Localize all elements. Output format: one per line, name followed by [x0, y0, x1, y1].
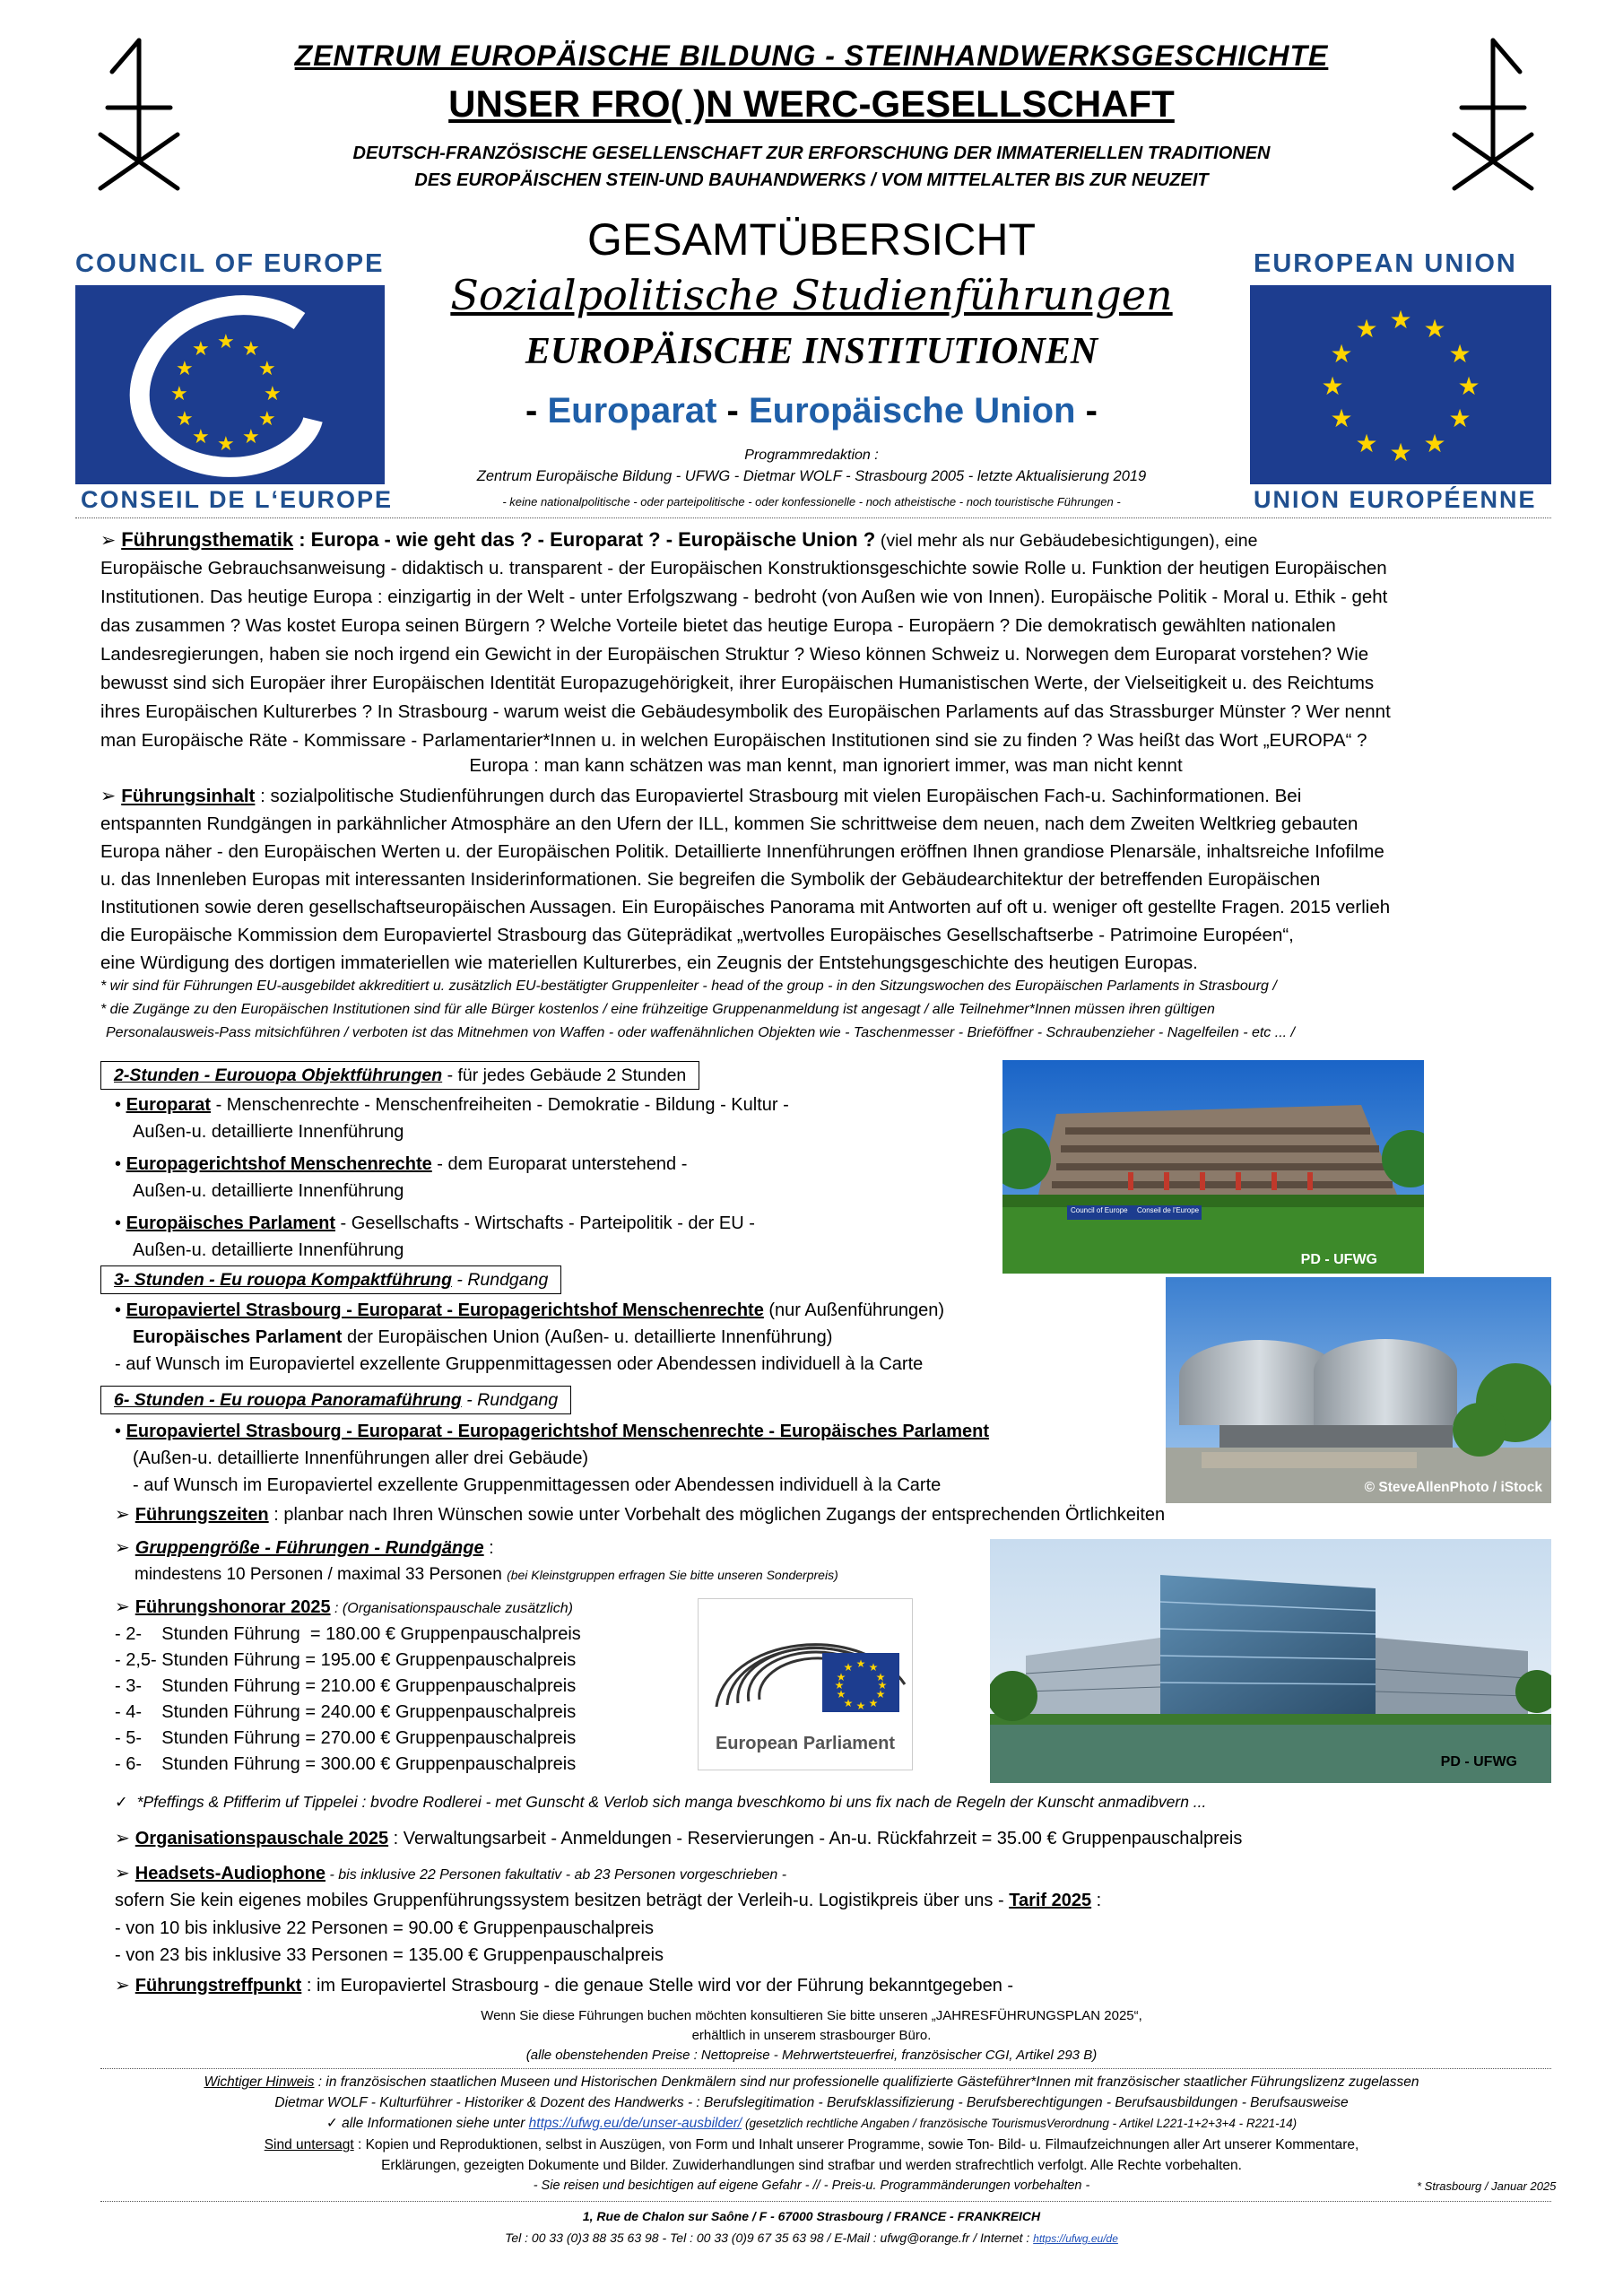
svg-text:★: ★: [1423, 429, 1446, 458]
gruppe-line: [115, 1535, 494, 1561]
svg-text:★: ★: [192, 338, 210, 361]
svg-text:★: ★: [176, 358, 194, 380]
honorar-note: : (Organisationspauschale zusätzlich): [330, 1601, 573, 1616]
svg-text:★: ★: [242, 338, 260, 361]
svg-text:★: ★: [192, 426, 210, 448]
inhalt-label: Führungsinhalt: [121, 786, 256, 806]
inhalt-note: * wir sind für Führungen EU-ausgebildet akkreditiert u. zusätzlich EU-bestätigter Gruppenleiter - head of the group - in den Sitzungswochen des Europäischen Parlaments in Strasbourg /: [100, 978, 1277, 994]
coe-photo-credit: PD - UFWG: [1300, 1252, 1377, 1267]
arrow-icon: ➢: [115, 1505, 130, 1525]
gruppe-text: mindestens 10 Personen / maximal 33 Personen: [135, 1565, 502, 1584]
svg-text:★: ★: [875, 1671, 886, 1683]
tour-3h-parliament-note: der Europäischen Union (Außen- u. detaillierte Innenführung): [342, 1327, 833, 1347]
plan-line-2: erhältlich in unserem strasbourger Büro.: [691, 2028, 932, 2043]
info-post: (gesetzlich rechtliche Angaben / französische TourismusVerordnung - Artikel L221-1+2+3+4 - R221-14): [742, 2117, 1298, 2130]
inhalt-line: entspannten Rundgängen in parkähnlicher Atmosphäre an den Ufern der ILL, kommen Sie schrittweise dem neuen, nach dem Zweiten Weltkrieg gebauten: [100, 813, 1358, 834]
pfeff-line: [115, 1789, 1206, 1814]
tour-3h-parliament: Europäisches Parlament: [133, 1327, 343, 1347]
pfeff-text: *Pfeffings & Pfifferim uf Tippelei : bvodre Rodlerei - met Gunscht & Verlob sich manga bveschkomo bi uns fix nach de Regeln der Kunscht anmadibvern ...: [136, 1793, 1207, 1811]
svg-text:★: ★: [834, 1679, 845, 1692]
svg-text:★: ★: [1448, 404, 1471, 433]
footer-divider: [100, 2068, 1551, 2069]
plan-line-3: (alle obenstehenden Preise : Nettopreise - Mehrwertsteuerfrei, französischer CGI, Artikel 293 B): [525, 2048, 1098, 2063]
zeiten-text: : planbar nach Ihren Wünschen sowie unter Vorbehalt des möglichen Zugangs der entsprechenden Örtlichkeiten: [268, 1505, 1166, 1525]
tarif-label: Tarif 2025: [1009, 1891, 1092, 1910]
gruppe-note: (bei Kleinstgruppen erfragen Sie bitte unseren Sonderpreis): [507, 1568, 838, 1582]
address-divider: [100, 2201, 1551, 2202]
thematik-line: bewusst sind sich Europäer ihrer Europäischen Identität Europazugehörigkeit, ihrer Europäischen Humanistischen Werte, der Vielseitigkeit u. des Reichtums: [100, 673, 1375, 693]
untersagt-label: Sind untersagt: [264, 2137, 354, 2152]
inhalt-line: Europa näher - den Europäischen Werten u. der Europäischen Politik. Detaillierte Innenführungen eröffnen Ihnen grandiose Plenarsäle, inhaltsreiche Infofilme: [100, 841, 1384, 862]
tour-3h-places-note: (nur Außenführungen): [763, 1300, 945, 1320]
tour-2h-item-text: - Menschenrechte - Menschenfreiheiten - Demokratie - Bildung - Kultur -: [211, 1095, 789, 1115]
inhalt-note: Personalausweis-Pass mitsichführen / verboten ist das Mitnehmen von Waffen - oder waffenähnlichen Objekten wie - Taschenmesser - Brieföffner - Schraubenzieher - Nagelfeilen - etc ... /: [106, 1025, 1295, 1040]
svg-text:★: ★: [1389, 305, 1412, 335]
svg-text:★: ★: [1321, 371, 1344, 401]
europarat-label: Europarat: [547, 391, 717, 430]
headsets-price-1: - von 10 bis inklusive 22 Personen = 90.00 € Gruppenpauschalpreis: [115, 1918, 654, 1938]
honorar-row: - 2- Stunden Führung = 180.00 € Gruppenpauschalpreis: [115, 1624, 581, 1644]
orga-label: Organisationspauschale 2025: [135, 1829, 389, 1848]
svg-text:★: ★: [836, 1688, 846, 1700]
svg-text:★: ★: [1448, 339, 1471, 369]
redaktion-label: Programmredaktion :: [744, 448, 879, 463]
svg-text:★: ★: [877, 1679, 888, 1692]
tarif-colon: :: [1091, 1891, 1102, 1910]
thematik-line: man Europäische Räte - Kommissare - Parlamentarier*Innen u. in welchen Europäischen Institutionen sind sie zu finden ? Was heißt das Wort „EUROPA“ ?: [100, 730, 1367, 751]
tour-6h-line-3: - auf Wunsch im Europaviertel exzellente Gruppenmittagessen oder Abendessen individuell à la Carte: [133, 1475, 942, 1495]
svg-text:★: ★: [1355, 314, 1378, 344]
tour-3h-suffix: - Rundgang: [451, 1270, 549, 1290]
headsets-detail: [115, 1888, 1101, 1913]
tour-6h-box: [100, 1386, 571, 1414]
coe-caption-top: COUNCIL OF EUROPE: [75, 249, 385, 278]
dietmar-line: Dietmar WOLF - Kulturführer - Historiker & Dozent des Handwerks - : Berufslegitimation - Berufsklassifizierung - Berufsberechtigungen - Berufsausbildungen - Berufsausweise: [274, 2095, 1349, 2110]
tour-2h-item-detail: Außen-u. detaillierte Innenführung: [133, 1181, 404, 1201]
tour-2h-item-name: Europäisches Parlament: [126, 1213, 335, 1233]
tour-6h-suffix: - Rundgang: [461, 1390, 559, 1410]
website-link[interactable]: https://ufwg.eu/de: [1033, 2232, 1118, 2245]
hinweis-text: : in französischen staatlichen Museen und Historischen Denkmälern sind nur professionelle qualifizierte Gästeführer*Innen mit französischer staatlicher Führungslizenz zugelassen: [314, 2074, 1419, 2090]
svg-text:★: ★: [1423, 314, 1446, 344]
svg-text:★: ★: [176, 408, 194, 430]
svg-text:★: ★: [843, 1697, 854, 1709]
gruppe-colon: :: [483, 1538, 494, 1558]
arrow-icon: ➢: [100, 786, 117, 806]
ep-logo-text: European Parliament: [715, 1734, 896, 1753]
treffpunkt-text: : im Europaviertel Strasbourg - die genaue Stelle wird vor der Führung bekanntgegeben -: [301, 1976, 1014, 1996]
honorar-row: - 5- Stunden Führung = 270.00 € Gruppenpauschalpreis: [115, 1728, 577, 1748]
tour-2h-item-text: - dem Europarat unterstehend -: [431, 1154, 688, 1174]
inhalt-line-0: : sozialpolitische Studienführungen durch das Europaviertel Strasbourg mit vielen Europäischen Fach-u. Sachinformationen. Bei: [255, 786, 1302, 806]
honorar-row: - 6- Stunden Führung = 300.00 € Gruppenpauschalpreis: [115, 1754, 577, 1774]
coe-caption-bottom: CONSEIL DE L‘EUROPE: [81, 486, 394, 513]
coe-building-photo: [1002, 1060, 1424, 1274]
tour-2h-item: [115, 1152, 687, 1177]
hinweis-line: [0, 2072, 1623, 2092]
gruppe-detail: [135, 1562, 838, 1587]
tour-2h-item-detail: Außen-u. detaillierte Innenführung: [133, 1122, 404, 1142]
ep-logo: [698, 1598, 913, 1770]
thematik-first-line: [100, 526, 1551, 555]
thematik-intro: : Europa - wie geht das ? - Europarat ? - Europäische Union ?: [293, 528, 876, 551]
tour-2h-suffix: - für jedes Gebäude 2 Stunden: [442, 1065, 687, 1085]
orga-text: : Verwaltungsarbeit - Anmeldungen - Reservierungen - An-u. Rückfahrzeit = 35.00 € Gruppenpauschalpreis: [388, 1829, 1243, 1848]
svg-text:★: ★: [875, 1688, 886, 1700]
untersagt-text: : Kopien und Reproduktionen, selbst in Auszügen, von Form und Inhalt unserer Programme, sowie Ton- Bild- u. Filmaufzeichnungen aller Art unserer Kommentare,: [353, 2137, 1359, 2152]
treffpunkt-line: [115, 1973, 1013, 1998]
stonemason-mark-left-icon: [90, 36, 188, 197]
coe-flag: [75, 285, 385, 484]
thematik-line: ihres Europäischen Kulturerbes ? In Strasbourg - warum weist die Gebäudesymbolik des Europäischen Parlaments auf das Strassburger Münster ? Wer nennt: [100, 701, 1391, 722]
tour-3h-line-1: [115, 1298, 944, 1323]
contact-line: [0, 2228, 1623, 2249]
coe-emblem-icon: [75, 285, 385, 484]
treffpunkt-label: Führungstreffpunkt: [135, 1976, 302, 1996]
header-description-1: DEUTSCH-FRANZÖSISCHE GESELLENSCHAFT ZUR ERFORSCHUNG DER IMMATERIELLEN TRADITIONEN: [352, 144, 1271, 163]
eu-stars-icon: [1250, 285, 1551, 484]
svg-text:★: ★: [258, 408, 276, 430]
stonemason-mark-right-icon: [1444, 36, 1542, 197]
dash-3: -: [1085, 391, 1098, 430]
tour-2h-item: [115, 1092, 789, 1118]
inhalt-line: die Europäische Kommission dem Europaviertel Strasbourg das Gütepräd​ikat „wertvolles Europäisches Gesellschaftserbe - Patrimoine Européen“,: [100, 925, 1294, 945]
honorar-row: - 2,5- Stunden Führung = 195.00 € Gruppenpauschalpreis: [115, 1650, 577, 1670]
honorar-row: - 4- Stunden Führung = 240.00 € Gruppenpauschalpreis: [115, 1702, 577, 1722]
info-line: [0, 2113, 1623, 2134]
institutions-line: [359, 391, 1264, 431]
coe-sign-left: Council of Europe: [1071, 1206, 1128, 1214]
echr-building-photo: [1166, 1277, 1551, 1503]
ep-building-photo: [990, 1539, 1551, 1783]
coe-sign-right: Conseil de l'Europe: [1137, 1206, 1200, 1214]
redaktion-text: Zentrum Europäische Bildung - UFWG - Dietmar WOLF - Strasbourg 2005 - letzte Aktualisierung 2019: [476, 468, 1147, 484]
tour-6h-places: Europaviertel Strasbourg - Europarat - Europagerichtshof Menschenrechte - Europäisches Parlament: [126, 1422, 990, 1441]
thematik-line: das zusammen ? Was kostet Europa seinen Bürgern ? Welche Vorteile bietet das heutige Europa - Europäern ? Die demokratisch gewählten nationalen: [100, 615, 1336, 636]
svg-text:★: ★: [868, 1697, 879, 1709]
inhalt-note: * die Zugänge zu den Europäischen Institutionen sind für alle Bürger kostenlos / eine frühzeitige Gruppenanmeldung ist angesagt / alle Teilnehmer*Innen müssen ihren gültigen: [100, 1002, 1215, 1017]
neutral-note: - keine nationalpolitische - oder parteipolitische - oder konfessionelle - noch atheistische - noch touristische Führungen -: [502, 495, 1121, 509]
bullet-icon: •: [115, 1422, 122, 1441]
honorar-row: - 3- Stunden Führung = 210.00 € Gruppenpauschalpreis: [115, 1676, 577, 1696]
header-org-name: ZENTRUM EUROPÄISCHE BILDUNG - STEINHANDWERKSGESCHICHTE: [294, 39, 1329, 72]
headsets-line: [115, 1861, 786, 1888]
subtitle: Sozialpolitische Studienführungen: [450, 271, 1173, 319]
svg-text:★: ★: [1457, 371, 1480, 401]
honorar-line: [115, 1595, 573, 1622]
tour-2h-item-name: Europagerichtshof Menschenrechte: [126, 1154, 432, 1174]
inhalt-line: Institutionen sowie deren gesellschaftseuropäischen Aussagen. Ein Europäisches Panorama mit Antworten auf oft u. weniger oft gestellte Fragen. 2015 verlieh: [100, 897, 1391, 918]
tour-2h-item-text: - Gesellschafts - Wirtschafts - Parteipolitik - der EU -: [335, 1213, 755, 1233]
tour-2h-item-name: Europarat: [126, 1095, 212, 1115]
eu-caption-top: EUROPEAN UNION: [1254, 249, 1517, 278]
headsets-price-2: - von 23 bis inklusive 33 Personen = 135.00 € Gruppenpauschalpreis: [115, 1945, 664, 1965]
svg-text:★: ★: [170, 383, 188, 405]
eu-flag: [1250, 285, 1551, 484]
institutions-title: EUROPÄISCHE INSTITUTIONEN: [525, 331, 1098, 372]
tour-3h-places: Europaviertel Strasbourg - Europarat - Europagerichtshof Menschenrechte: [126, 1300, 764, 1320]
svg-text:★: ★: [855, 1700, 866, 1712]
svg-text:★: ★: [258, 358, 276, 380]
bullet-icon: •: [115, 1154, 126, 1174]
untersagt-line-2: Erklärungen, gezeigten Dokumente und Bilder. Zuwiderhandlungen sind strafbar und werden strafrechtlich verfolgt. Alle Rechte vorbehalten.: [381, 2158, 1242, 2173]
headsets-note: - bis inklusive 22 Personen fakultativ - ab 23 Personen vorgeschrieben -: [325, 1867, 787, 1883]
svg-text:★: ★: [836, 1671, 846, 1683]
thematik-quote: Europa : man kann schätzen was man kennt, man ignoriert immer, was man nicht kennt: [469, 755, 1183, 776]
header-society-name: UNSER FRO( )N WERC-GESELLSCHAFT: [448, 83, 1175, 125]
plan-line-1: Wenn Sie diese Führungen buchen möchten konsultieren Sie bitte unseren „JAHRESFÜHRUNGSPLAN 2025“,: [481, 2008, 1142, 2023]
dash-2: -: [726, 391, 739, 430]
tour-2h-item-detail: Außen-u. detaillierte Innenführung: [133, 1240, 404, 1260]
address-line: 1, Rue de Chalon sur Saône / F - 67000 Strasbourg / FRANCE - FRANKREICH: [582, 2209, 1041, 2223]
svg-text:★: ★: [1355, 429, 1378, 458]
tour-2h-title: 2-Stunden - Eurouopa Objektführungen: [114, 1065, 443, 1085]
dash-1: -: [525, 391, 538, 430]
footer-date: * Strasbourg / Januar 2025: [1417, 2179, 1557, 2193]
headsets-line1: sofern Sie kein eigenes mobiles Gruppenführungssystem besitzen beträgt der Verleih-u. Logistikpreis über uns -: [115, 1891, 1010, 1910]
arrow-icon: ➢: [115, 1864, 130, 1883]
inhalt-line: eine Würdigung des dortigen immateriellen wie materiellen Kulturerbes, ein Zeugnis der Entstehungsgeschichte des heutigen Europas.: [100, 952, 1198, 973]
svg-text:★: ★: [855, 1657, 866, 1670]
eu-label: Europäische Union: [749, 391, 1076, 430]
bullet-icon: •: [115, 1300, 122, 1320]
tour-3h-line-3: - auf Wunsch im Europaviertel exzellente Gruppenmittagessen oder Abendessen individuell à la Carte: [115, 1354, 924, 1374]
bullet-icon: •: [115, 1095, 126, 1115]
thematik-line: Institutionen. Das heutige Europa : einzigartig in der Welt - unter Erfolgszwang - bedroht (von Außen wie von Innen). Europäische Politik - Moral u. Ethik - geht: [100, 587, 1388, 607]
header-description-2: DES EUROPÄISCHEN STEIN-UND BAUHANDWERKS / VOM MITTELALTER BIS ZUR NEUZEIT: [414, 170, 1209, 190]
arrow-icon: ➢: [100, 530, 117, 551]
tour-3h-box: [100, 1265, 561, 1294]
svg-text:★: ★: [1330, 404, 1353, 433]
zeiten-line: [115, 1502, 1165, 1527]
header-divider: [75, 517, 1551, 518]
svg-text:★: ★: [242, 426, 260, 448]
svg-text:★: ★: [264, 383, 282, 405]
thematik-line: Europäische Gebrauchsanweisung - didaktisch u. transparent - der Europäischen Konstruktionsgeschichte sowie Rolle u. Funktion der heutigen Europäischen: [100, 558, 1387, 578]
inhalt-line: u. das Innenleben Europas mit interessanten Insiderinformationen. Sie begreifen die Symbolik der Gebäudearchitektur der betreffenden Europäischen: [100, 869, 1321, 890]
tour-3h-line-2: [133, 1325, 832, 1350]
hinweis-label: Wichtiger Hinweis: [204, 2074, 315, 2090]
thematik-line-0: (viel mehr als nur Gebäudebesichtigungen), eine: [880, 531, 1258, 551]
echr-photo-credit: © SteveAllenPhoto / iStock: [1364, 1480, 1542, 1495]
thematik-line: Landesregierungen, haben sie noch irgend ein Gewicht in der Europäischen Struktur ? Wieso können Schweiz u. Norwegen dem Europarat vorstehen? Wie: [100, 644, 1369, 665]
headsets-label: Headsets-Audiophone: [135, 1864, 326, 1883]
svg-text:★: ★: [1389, 438, 1412, 467]
svg-text:★: ★: [217, 331, 235, 353]
thematik-label: Führungsthematik: [121, 528, 294, 551]
eu-caption-bottom: UNION EUROPÉENNE: [1254, 486, 1537, 513]
inhalt-first-line: [100, 782, 1551, 810]
svg-text:★: ★: [868, 1661, 879, 1674]
svg-text:★: ★: [1330, 339, 1353, 369]
arrow-icon: ➢: [115, 1538, 130, 1558]
arrow-icon: ➢: [115, 1829, 130, 1848]
tour-2h-box: [100, 1061, 699, 1090]
honorar-label: Führungshonorar 2025: [135, 1597, 331, 1617]
overview-title: GESAMTÜBERSICHT: [586, 214, 1037, 265]
check-icon: ✓: [115, 1793, 128, 1811]
gruppe-label: Gruppengröße - Führungen - Rundgänge: [135, 1538, 484, 1558]
tour-6h-title: 6- Stunden - Eu rouopa Panoramaführung: [114, 1390, 462, 1410]
info-pre: alle Informationen siehe unter: [342, 2116, 529, 2131]
tour-6h-line-1: [115, 1419, 989, 1444]
svg-text:★: ★: [843, 1661, 854, 1674]
info-link[interactable]: https://ufwg.eu/de/unser-ausbilder/: [528, 2116, 742, 2131]
arrow-icon: ➢: [115, 1597, 130, 1617]
svg-text:★: ★: [217, 433, 235, 456]
tour-6h-line-2: (Außen-u. detaillierte Innenführungen aller drei Gebäude): [133, 1448, 589, 1468]
zeiten-label: Führungszeiten: [135, 1505, 269, 1525]
gefahr-line: - Sie reisen und besichtigen auf eigene Gefahr - // - Preis-u. Programmänderungen vorbehalten -: [533, 2179, 1090, 2193]
check-small-icon: ✓: [325, 2116, 338, 2131]
untersagt-line: [0, 2135, 1623, 2155]
arrow-icon: ➢: [115, 1976, 130, 1996]
ep-photo-credit: PD - UFWG: [1440, 1754, 1517, 1770]
contact-text: Tel : 00 33 (0)3 88 35 63 98 - Tel : 00 33 (0)9 67 35 63 98 / E-Mail : ufwg@orange.fr / Internet :: [505, 2231, 1034, 2245]
bullet-icon: •: [115, 1213, 126, 1233]
orga-line: [115, 1826, 1242, 1851]
tour-3h-title: 3- Stunden - Eu rouopa Kompaktführung: [114, 1270, 452, 1290]
tour-2h-item: [115, 1211, 755, 1236]
